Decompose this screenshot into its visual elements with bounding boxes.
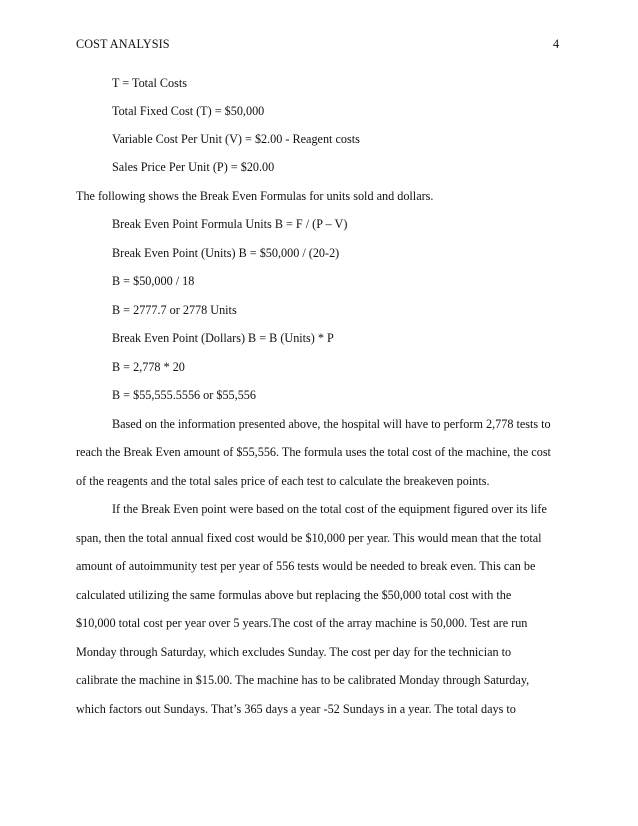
paragraph-line: If the Break Even point were based on the total cost of the equipment figured over its life (112, 502, 547, 516)
break-even-units-line: Break Even Point (Units) B = $50,000 / (20-2) (112, 246, 340, 260)
page-number: 4 (553, 37, 560, 51)
result-dollars-line: B = $55,555.5556 or $55,556 (112, 388, 256, 402)
paragraph-line: Monday through Saturday, which excludes Sunday. The cost per day for the technician to (76, 645, 512, 659)
paragraph-line: which factors out Sundays. That’s 365 days a year -52 Sundays in a year. The total days to (76, 702, 516, 716)
paragraph-line: calculated utilizing the same formulas above but replacing the $50,000 total cost with the (76, 588, 512, 602)
running-head: COST ANALYSIS (76, 37, 170, 51)
paragraph-line: $10,000 total cost per year over 5 years.The cost of the array machine is 50,000. Test are run (76, 616, 528, 630)
variable-cost-line: Variable Cost Per Unit (V) = $2.00 - Reagent costs (112, 132, 360, 146)
sales-price-line: Sales Price Per Unit (P) = $20.00 (112, 160, 275, 174)
paragraph-line: amount of autoimmunity test per year of 556 tests would be needed to break even. This can be (76, 559, 536, 573)
paragraph-line: reach the Break Even amount of $55,556. The formula uses the total cost of the machine, the cost (76, 445, 551, 459)
result-units-line: B = 2777.7 or 2778 Units (112, 303, 237, 317)
calculation-line: B = $50,000 / 18 (112, 274, 195, 288)
paragraph-line: Based on the information presented above, the hospital will have to perform 2,778 tests to (112, 417, 551, 431)
total-fixed-cost-line: Total Fixed Cost (T) = $50,000 (112, 104, 265, 118)
formula-units-line: Break Even Point Formula Units B = F / (P – V) (112, 217, 348, 231)
formulas-intro-line: The following shows the Break Even Formulas for units sold and dollars. (76, 189, 434, 203)
paragraph-line: calibrate the machine in $15.00. The machine has to be calibrated Monday through Saturday, (76, 673, 530, 687)
calculation-line: B = 2,778 * 20 (112, 360, 185, 374)
definition-total-costs: T = Total Costs (112, 76, 187, 90)
paragraph-line: of the reagents and the total sales price of each test to calculate the breakeven points. (76, 474, 490, 488)
paragraph-line: span, then the total annual fixed cost would be $10,000 per year. This would mean that the total (76, 531, 542, 545)
break-even-dollars-line: Break Even Point (Dollars) B = B (Units) * P (112, 331, 334, 345)
